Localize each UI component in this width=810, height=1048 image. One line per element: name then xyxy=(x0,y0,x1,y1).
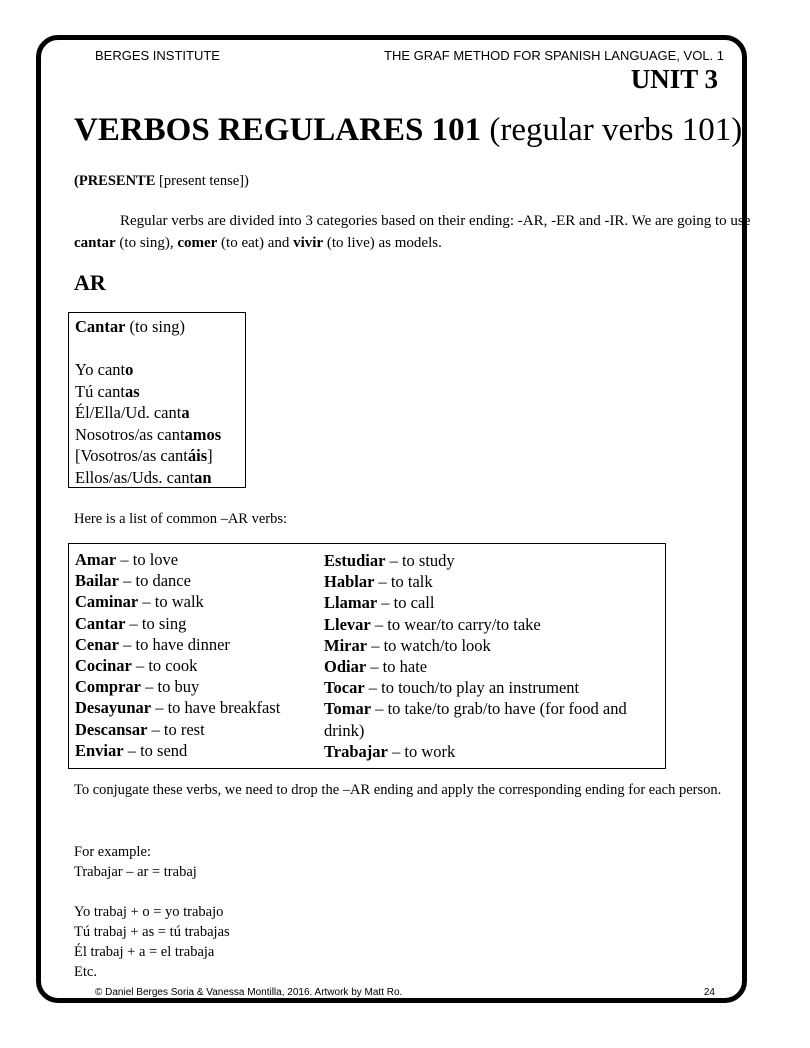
tense-label xyxy=(74,173,249,190)
verb-item: Enviar – to send xyxy=(75,740,188,760)
verb-item: Trabajar – to work xyxy=(324,741,456,761)
intro-text: (to eat) and xyxy=(217,235,294,251)
verb-list-intro: Here is a list of common –AR verbs: xyxy=(74,511,288,527)
verb-item: Bailar – to dance xyxy=(75,571,191,591)
verb-item: Tomar – to take/to grab/to have (for food and drink) xyxy=(324,699,627,740)
conjugation-row: Tú cantas xyxy=(75,381,140,401)
verb-item: Llevar – to wear/to carry/to take xyxy=(324,614,541,634)
example-line: Tú trabaj + as = tú trabajas xyxy=(74,924,230,940)
verb-item: Odiar – to hate xyxy=(324,657,428,677)
intro-verb-cantar: cantar xyxy=(74,235,116,251)
footer-copyright: © Daniel Berges Soria & Vanessa Montilla, 2016. Artwork by Matt Ro. xyxy=(95,987,403,998)
title-main: VERBOS REGULARES 101 xyxy=(74,112,482,148)
conjugation-row: [Vosotros/as cantáis] xyxy=(75,446,213,465)
verb-item: Desayunar – to have breakfast xyxy=(75,698,281,718)
instruction-paragraph: To conjugate these verbs, we need to drop the –AR ending and apply the corresponding ending for each person. xyxy=(74,782,722,798)
header-institute: BERGES INSTITUTE xyxy=(95,48,220,63)
intro-verb-vivir: vivir xyxy=(293,235,324,251)
conjugation-title xyxy=(75,316,245,338)
verb-list-box xyxy=(68,543,666,769)
header-book-title: THE GRAF METHOD FOR SPANISH LANGUAGE, VOL. 1 xyxy=(384,48,724,63)
title-sub: (regular verbs 101) xyxy=(489,112,743,148)
conjugation-row: Yo canto xyxy=(75,360,134,379)
example-line: Yo trabaj + o = yo trabajo xyxy=(74,904,224,920)
intro-verb-comer: comer xyxy=(177,235,218,251)
verb-item: Comprar – to buy xyxy=(75,677,200,697)
example-line: Etc. xyxy=(74,964,97,980)
example-drop: Trabajar – ar = trabaj xyxy=(74,864,197,880)
conjugation-meaning: (to sing) xyxy=(125,317,186,336)
verb-item: Llamar – to call xyxy=(324,593,435,613)
example-line: Él trabaj + a = el trabaja xyxy=(74,944,215,960)
verb-item: Tocar – to touch/to play an instrument xyxy=(324,678,580,698)
intro-paragraph xyxy=(74,210,756,254)
verb-column-1 xyxy=(75,549,280,761)
intro-text: Regular verbs are divided into 3 categories based on their ending: -AR, -ER and -IR. We are going to use xyxy=(120,213,751,229)
conjugation-verb: Cantar xyxy=(75,317,126,336)
verb-item: Hablar – to talk xyxy=(324,572,433,592)
verb-item: Descansar – to rest xyxy=(75,719,205,739)
conjugation-row: Él/Ella/Ud. canta xyxy=(75,403,190,422)
verb-item: Cocinar – to cook xyxy=(75,656,198,676)
page-title xyxy=(74,112,742,149)
unit-label: UNIT 3 xyxy=(630,64,718,94)
verb-item: Estudiar – to study xyxy=(324,551,455,570)
verb-item: Cantar – to sing xyxy=(75,613,187,633)
tense-rest: [present tense]) xyxy=(155,173,249,189)
verb-item: Mirar – to watch/to look xyxy=(324,635,491,655)
example-block xyxy=(74,842,230,982)
intro-text: (to live) as models. xyxy=(323,235,442,251)
page-number: 24 xyxy=(703,987,715,998)
verb-item: Caminar – to walk xyxy=(75,592,204,612)
tense-bold: PRESENTE xyxy=(78,173,156,189)
tense-open: ( xyxy=(74,173,79,189)
intro-text: (to sing), xyxy=(115,235,178,251)
conjugation-box xyxy=(68,312,246,488)
example-label: For example: xyxy=(74,844,151,860)
verb-item: Amar – to love xyxy=(75,550,179,569)
verb-item: Cenar – to have dinner xyxy=(75,634,230,654)
section-heading-ar: AR xyxy=(74,270,106,295)
conjugation-row: Ellos/as/Uds. cantan xyxy=(75,467,212,487)
verb-column-2 xyxy=(324,550,644,762)
conjugation-row: Nosotros/as cantamos xyxy=(75,424,222,444)
